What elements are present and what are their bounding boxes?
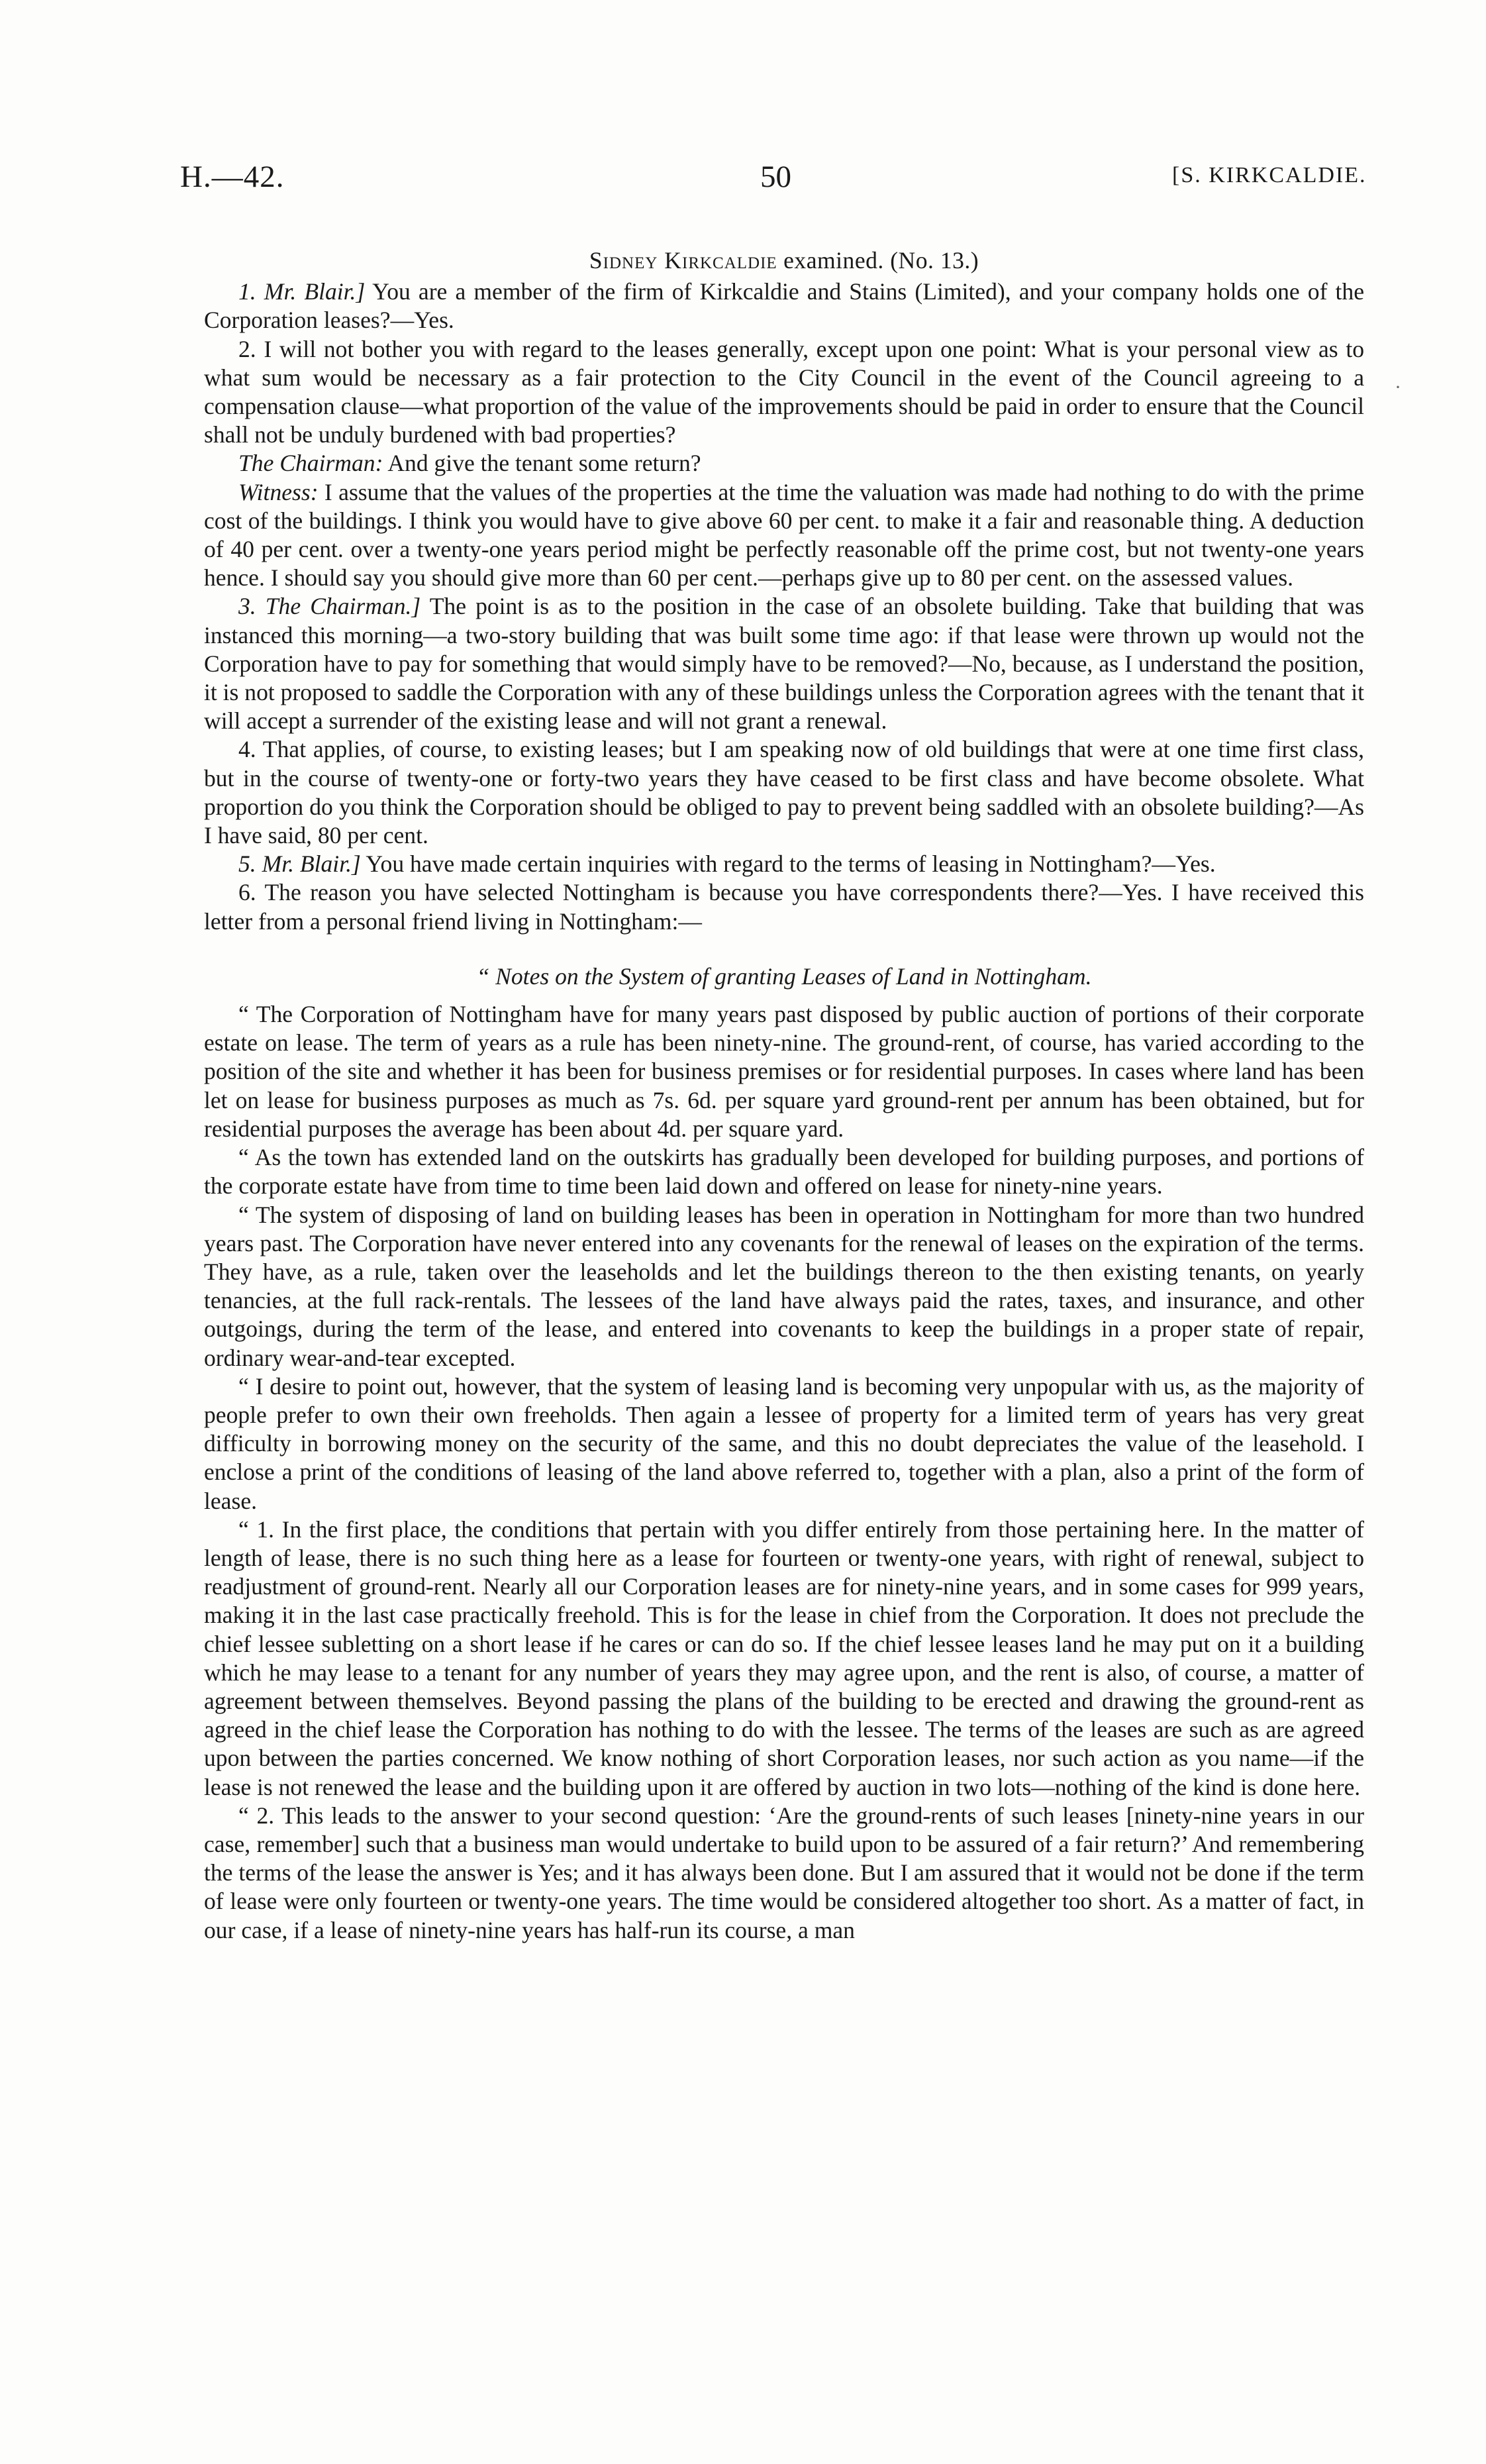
notes-paragraph: “ 2. This leads to the answer to your second question: ‘Are the ground-rents of such leases [ninety-nine years in our case, remember] such that a business man would undertake to build upon to be assured of a fair return?’ And remembering the terms of the lease the answer is Yes; and it has always been done. But I am assured that it would not be done if the term of lease were only fourteen or twenty-one years. The time would be considered altogether too short. As a matter of fact, in our case, if a lease of ninety-nine years has half-run its course, a man xyxy=(204,1802,1364,1943)
paragraph-7: 5. Mr. Blair.] You have made certain inquiries with regard to the terms of leasing in Nottingham?—Yes. xyxy=(238,850,1216,878)
notes-paragraph: “ I desire to point out, however, that the system of leasing land is becoming very unpopular with us, as the majority of people prefer to own their own freeholds. Then again a lessee of property for a limited term of years has very great difficulty in borrowing money on the security of the same, and this no doubt depreciates the value of the leasehold. I enclose a print of the conditions of leasing of the land above referred to, together with a plan, also a print of the form of lease. xyxy=(204,1372,1364,1514)
running-head: [S. KIRKCALDIE. xyxy=(1172,163,1367,187)
paragraph-6: 4. That applies, of course, to existing leases; but I am speaking now of old buildings that were at one time first class, but in the course of twenty-one or forty-two years they have ceased to be first class and have become obsolete. What proportion do you think the Corporation should be obliged to pay to prevent being saddled with an obsolete building?—As I have said, 80 per cent. xyxy=(204,736,1364,849)
body-text xyxy=(204,246,1364,1945)
margin-mark-icon: · xyxy=(1395,376,1401,398)
paragraph-1: 1. Mr. Blair.] You are a member of the firm of Kirkcaldie and Stains (Limited), and your company holds one of the Corporation leases?—Yes. xyxy=(204,278,1364,334)
paragraph-8: 6. The reason you have selected Nottingham is because you have correspondents there?—Yes. I have received this letter from a personal friend living in Nottingham:— xyxy=(204,879,1364,935)
examination-title xyxy=(204,246,1364,275)
notes-paragraph: “ The Corporation of Nottingham have for many years past disposed by public auction of portions of their corporate estate on lease. The term of years as a rule has been ninety-nine. The ground-rent, of course, has varied according to the position of the site and whether it has been for business premises or for residential purposes. In cases where land has been let on lease for business purposes as much as 7s. 6d. per square yard ground-rent per annum has been obtained, but for residential purposes the average has been about 4d. per square yard. xyxy=(204,1001,1364,1142)
notes-heading: “ Notes on the System of granting Leases of Land in Nottingham. xyxy=(476,962,1092,990)
notes-paragraph: “ 1. In the first place, the conditions that pertain with you differ entirely from those pertaining here. In the matter of length of lease, there is no such thing here as a lease for fourteen or twenty-one years, with right of renewal, subject to readjustment of ground-rent. Nearly all our Corporation leases are for ninety-nine years, and in some cases for 999 years, making it in the last case practically freehold. This is for the lease in chief from the Corporation. It does not preclude the chief lessee subletting on a short lease if he cares or can do so. If the chief lessee leases land he may put on it a building which he may lease to a tenant for any number of years they may agree upon, and the rent is also, of course, a matter of agreement between themselves. Beyond passing the plans of the building to be erected and drawing the ground-rent as agreed in the chief lease the Corporation has nothing to do with the lessee. The terms of the leases are such as are agreed upon between the parties concerned. We know nothing of short Corporation leases, nor such action as you name—if the lease is not renewed the lease and the building upon it are offered by auction in two lots—nothing of the kind is done here. xyxy=(204,1515,1364,1800)
examination-label: examined. (No. 13.) xyxy=(783,247,979,274)
paragraph-2: 2. I will not bother you with regard to the leases generally, except upon one point: What is your personal view as to what sum would be necessary as a fair protection to the City Council in the event of the Council agreeing to a compensation clause—what proportion of the value of the improvements should be paid in order to ensure that the Council shall not be unduly burdened with bad properties? xyxy=(204,335,1364,448)
paragraph-4: Witness: I assume that the values of the properties at the time the valuation was made had nothing to do with the prime cost of the buildings. I think you would have to give above 60 per cent. to make it a fair and reasonable thing. A deduction of 40 per cent. over a twenty-one years period might be perfectly reasonable off the prime cost, but not twenty-one years hence. I should say you should give more than 60 per cent.—perhaps give up to 80 per cent. on the assessed values. xyxy=(204,478,1364,591)
paragraph-5: 3. The Chairman.] The point is as to the position in the case of an obsolete building. Take that building that was instanced this morning—a two-story building that was built some time ago: if that lease were thrown up would not the Corporation have to pay for something that would simply have to be removed?—No, because, as I understand the position, it is not proposed to saddle the Corporation with any of these buildings unless the Corporation agrees with the tenant that it will accept a surrender of the existing lease and will not grant a renewal. xyxy=(204,593,1364,735)
paragraph-3: The Chairman: And give the tenant some return? xyxy=(238,450,701,477)
document-code: H.—42. xyxy=(180,160,285,194)
notes-paragraph: “ As the town has extended land on the outskirts has gradually been developed for building purposes, and portions of the corporate estate have from time to time been laid down and offered on lease for ninety-nine years. xyxy=(204,1144,1364,1200)
page-number: 50 xyxy=(760,160,791,194)
witness-name: Sidney Kirkcaldie xyxy=(589,247,777,274)
notes-paragraph: “ The system of disposing of land on building leases has been in operation in Nottingham for more than two hundred years past. The Corporation have never entered into any covenants for the renewal of leases on the expiration of the terms. They have, as a rule, taken over the leaseholds and let the buildings thereon to the then existing tenants, on yearly tenancies, at the full rack-rentals. The lessees of the land have always paid the rates, taxes, and insurance, and other outgoings, during the term of the lease, and entered into covenants to keep the buildings in a proper state of repair, ordinary wear-and-tear excepted. xyxy=(204,1201,1364,1371)
page-header xyxy=(0,159,1486,212)
